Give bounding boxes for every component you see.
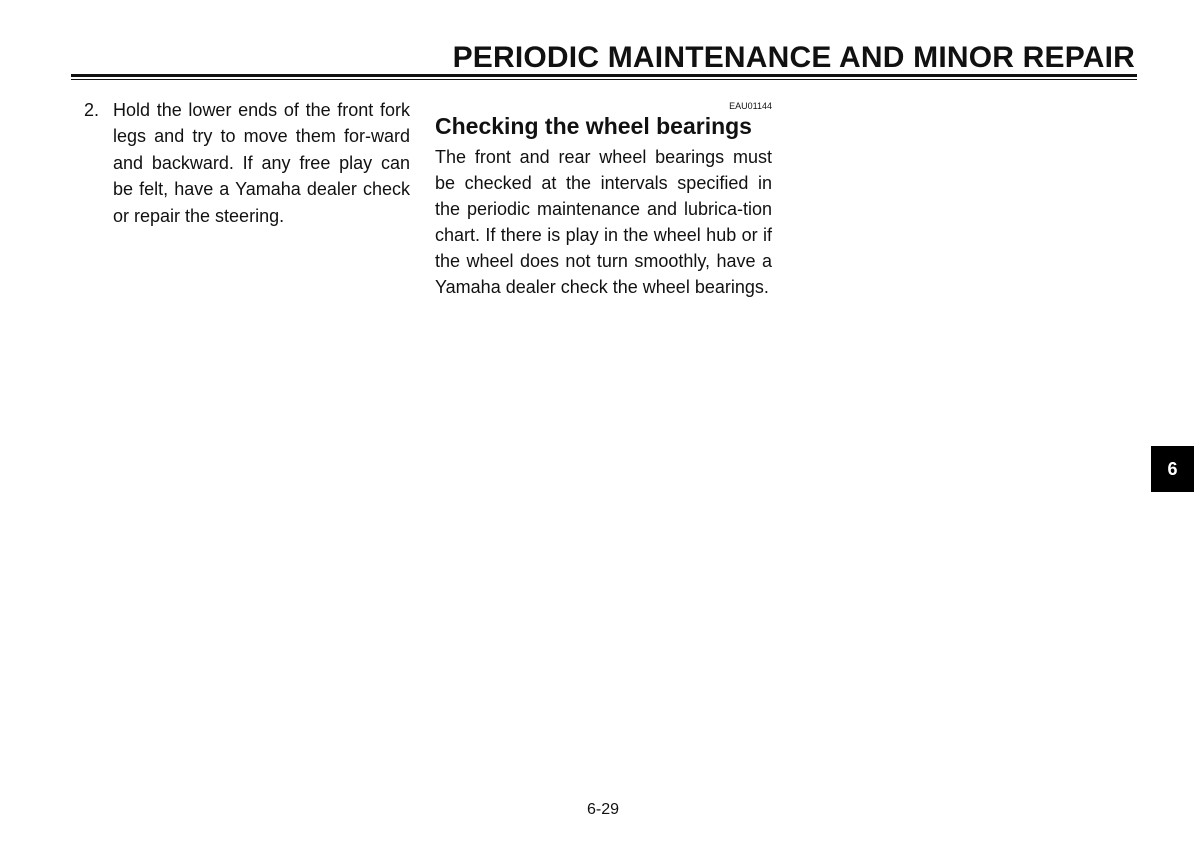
page-number: 6-29 [586, 801, 620, 818]
step-list [84, 97, 410, 229]
wheel-bearings-section [435, 100, 772, 301]
page-title: PERIODIC MAINTENANCE AND MINOR REPAIR [452, 41, 1135, 74]
step-number: 2. [84, 100, 100, 120]
section-title: Checking the wheel bearings [435, 113, 752, 139]
section-code: EAU01144 [729, 101, 772, 111]
step-text: Hold the lower ends of the front fork legs and try to move them for-ward and backward. If any free play can be felt, have a Yamaha dealer check or repair the steering. [113, 100, 410, 226]
chapter-tab: 6 [1151, 446, 1194, 492]
step-item [84, 97, 410, 229]
header-rule-thin [71, 79, 1137, 80]
page-header [0, 0, 1197, 90]
header-rule-thick [71, 74, 1137, 77]
section-body: The front and rear wheel bearings must be checked at the intervals specified in the periodic maintenance and lubrica-tion chart. If there is play in the wheel hub or if the wheel does not turn smoothly, have a Yamaha dealer check the wheel bearings. [435, 147, 772, 298]
